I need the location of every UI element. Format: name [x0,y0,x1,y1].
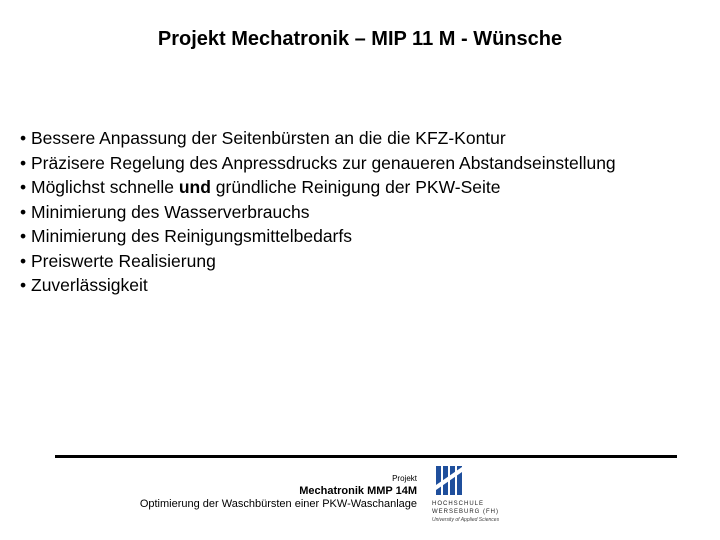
university-logo-name: HOCHSCHULE WERSEBURG (FH) [432,501,499,515]
bullet-list [20,126,720,298]
university-logo-tagline: University of Applied Sciences [432,517,500,523]
footer-subtitle: Optimierung der Waschbürsten einer PKW-Waschanlage [139,498,417,510]
bullet-text-post: gründliche Reinigung der PKW-Seite [210,177,501,197]
footer-label: Projekt [392,474,417,483]
bullet-item [20,249,720,274]
bullet-item [20,224,720,249]
footer-project-name: Mechatronik MMP 14M [299,485,417,497]
footer-divider [55,455,677,458]
footer-caption [140,473,417,511]
bullet-text: Zuverlässigkeit [31,275,148,295]
bullet-item [20,151,720,176]
bullet-text-pre: Möglichst schnelle [31,177,179,197]
university-logo-icon [436,463,464,497]
bullet-item [20,273,720,298]
bullet-item [20,126,720,151]
bullet-text: Bessere Anpassung der Seitenbürsten an die die KFZ-Kontur [31,128,506,148]
bullet-text: Preiswerte Realisierung [31,250,216,271]
slide-title: Projekt Mechatronik – MIP 11 M - Wünsche [157,28,563,50]
bullet-text-bold: und [178,177,211,197]
bullet-text: Minimierung des Wasserverbrauchs [31,201,310,222]
bullet-text: Minimierung des Reinigungsmittelbedarfs [31,226,352,246]
university-logo [432,463,512,529]
bullet-item [20,175,720,200]
bullet-text: Präzisere Regelung des Anpressdrucks zur genaueren Abstandseinstellung [31,152,616,173]
bullet-item [20,200,720,225]
